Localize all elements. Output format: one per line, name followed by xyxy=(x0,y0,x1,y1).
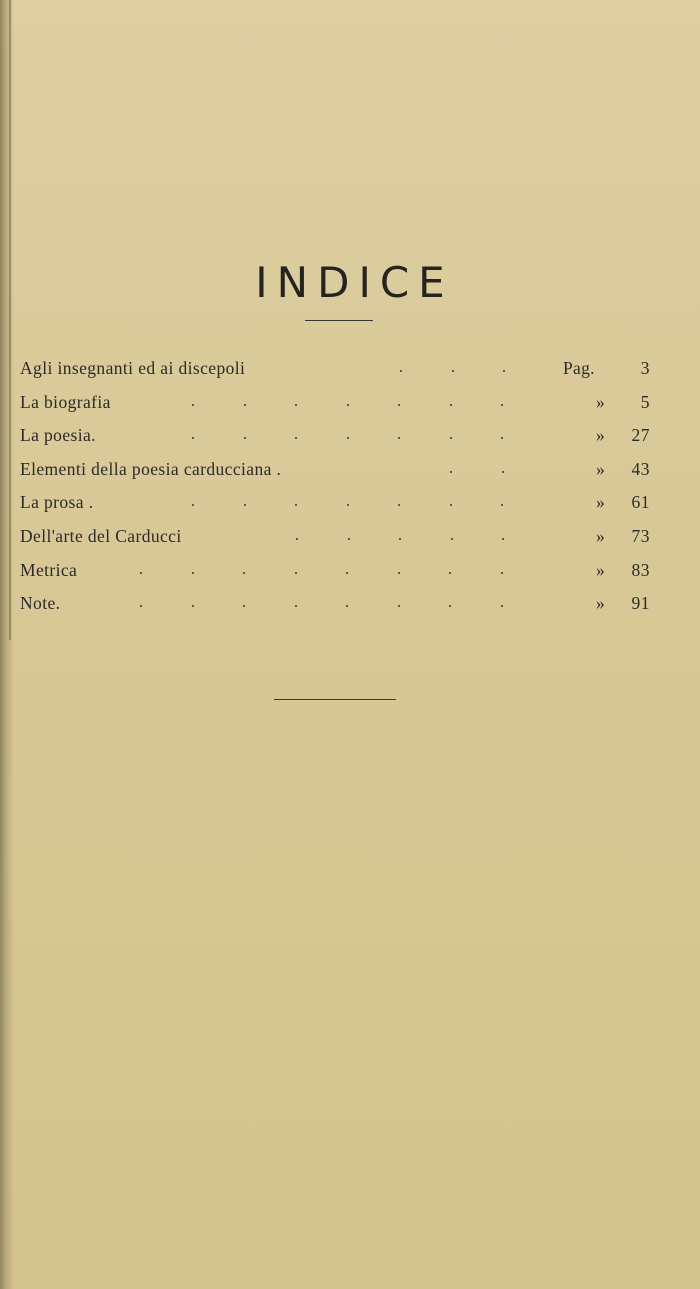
dot-leader xyxy=(20,587,560,621)
toc-entry xyxy=(20,453,652,487)
leader-dot xyxy=(502,538,504,540)
leader-dot xyxy=(346,605,348,607)
leader-dot xyxy=(347,437,349,439)
leader-dot xyxy=(244,404,246,406)
toc-entry-title: La poesia. xyxy=(20,425,96,446)
leader-dot xyxy=(295,404,297,406)
title-rule xyxy=(305,320,373,321)
leader-dot xyxy=(450,404,452,406)
leader-dot xyxy=(192,504,194,506)
book-spine-shadow xyxy=(0,0,14,1289)
toc-entry-page: 27 xyxy=(631,425,650,446)
leader-dot xyxy=(449,605,451,607)
toc-entry-page: 3 xyxy=(640,358,650,378)
toc-entry-ref: » xyxy=(596,458,606,479)
leader-dot xyxy=(450,471,452,473)
leader-dot xyxy=(295,572,297,574)
dot-leader xyxy=(20,352,560,386)
toc-entry-page: 5 xyxy=(640,391,650,412)
leader-dot xyxy=(347,504,349,506)
leader-dot xyxy=(450,437,452,439)
page-title: INDICE xyxy=(255,258,454,307)
leader-dot xyxy=(398,572,400,574)
leader-dot xyxy=(398,404,400,406)
leader-dot xyxy=(452,370,454,372)
leader-dot xyxy=(398,437,400,439)
leader-dot xyxy=(244,504,246,506)
toc-entry-title: Elementi della poesia carducciana . xyxy=(20,458,282,479)
toc-entry-title: La prosa . xyxy=(20,492,94,513)
leader-dot xyxy=(296,538,298,540)
leader-dot xyxy=(192,437,194,439)
dot-leader xyxy=(20,486,560,520)
toc-entry xyxy=(20,386,652,420)
toc-entry-ref: » xyxy=(596,492,606,513)
closing-rule xyxy=(274,699,396,700)
toc-entry-title: Note. xyxy=(20,593,61,614)
leader-dot xyxy=(295,504,297,506)
dot-leader xyxy=(20,520,560,554)
toc-entry xyxy=(20,554,652,588)
toc-entry xyxy=(20,419,652,453)
toc-entry-page: 43 xyxy=(631,458,650,479)
toc-entry-ref: » xyxy=(596,559,606,580)
dot-leader xyxy=(20,453,560,487)
toc-entry-page: 73 xyxy=(631,525,650,546)
toc-entry-page: 91 xyxy=(631,593,650,614)
toc-entry xyxy=(20,486,652,520)
toc-entry-page: 83 xyxy=(631,559,650,580)
leader-dot xyxy=(244,437,246,439)
leader-dot xyxy=(347,404,349,406)
leader-dot xyxy=(192,404,194,406)
leader-dot xyxy=(501,572,503,574)
leader-dot xyxy=(501,504,503,506)
dot-leader xyxy=(20,554,560,588)
leader-dot xyxy=(243,572,245,574)
toc-entry-ref: Pag. xyxy=(563,358,595,378)
toc-entry-ref: » xyxy=(596,593,606,614)
toc-entry-title: Metrica xyxy=(20,559,78,580)
dot-leader xyxy=(20,419,560,453)
leader-dot xyxy=(502,471,504,473)
leader-dot xyxy=(346,572,348,574)
leader-dot xyxy=(398,504,400,506)
table-of-contents xyxy=(20,352,652,621)
toc-entry-title: La biografia xyxy=(20,391,111,412)
leader-dot xyxy=(503,370,505,372)
toc-entry-ref: » xyxy=(596,391,606,412)
toc-entry xyxy=(20,520,652,554)
spine-edge-line xyxy=(9,0,11,640)
toc-entry-title: Dell'arte del Carducci xyxy=(20,525,182,546)
toc-entry xyxy=(20,352,652,386)
leader-dot xyxy=(449,572,451,574)
leader-dot xyxy=(501,605,503,607)
leader-dot xyxy=(400,370,402,372)
leader-dot xyxy=(295,437,297,439)
leader-dot xyxy=(501,437,503,439)
leader-dot xyxy=(140,572,142,574)
leader-dot xyxy=(192,572,194,574)
dot-leader xyxy=(20,386,560,420)
leader-dot xyxy=(140,605,142,607)
leader-dot xyxy=(501,404,503,406)
leader-dot xyxy=(348,538,350,540)
toc-entry-ref: » xyxy=(596,525,606,546)
leader-dot xyxy=(399,538,401,540)
leader-dot xyxy=(192,605,194,607)
leader-dot xyxy=(398,605,400,607)
toc-entry-ref: » xyxy=(596,425,606,446)
leader-dot xyxy=(243,605,245,607)
toc-entry xyxy=(20,587,652,621)
toc-entry-page: 61 xyxy=(631,492,650,513)
leader-dot xyxy=(450,504,452,506)
leader-dot xyxy=(451,538,453,540)
leader-dot xyxy=(295,605,297,607)
toc-entry-title: Agli insegnanti ed ai discepoli xyxy=(20,358,246,378)
